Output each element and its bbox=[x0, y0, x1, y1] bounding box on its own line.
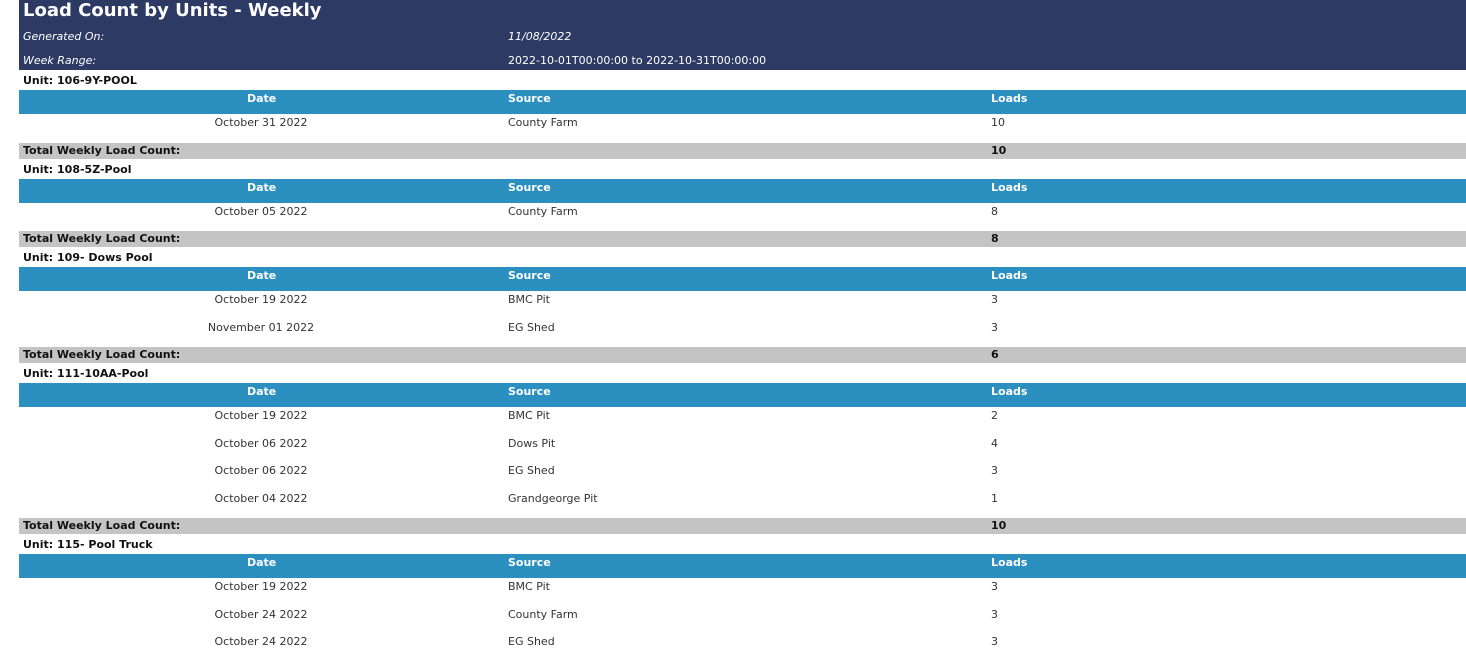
cell-source: BMC Pit bbox=[508, 293, 550, 306]
cell-date: October 31 2022 bbox=[214, 116, 308, 129]
unit-section bbox=[19, 247, 1466, 363]
cell-loads: 4 bbox=[991, 436, 998, 450]
cell-loads: 3 bbox=[991, 320, 998, 334]
week-range-value: 2022-10-01T00:00:00 to 2022-10-31T00:00:00 bbox=[508, 54, 767, 67]
generated-on-value: 11/08/2022 bbox=[508, 30, 572, 43]
cell-source: EG Shed bbox=[508, 464, 555, 477]
unit-sections bbox=[19, 70, 1466, 661]
cell-date: October 06 2022 bbox=[214, 464, 308, 477]
column-header-source: Source bbox=[508, 269, 551, 282]
report-title: Load Count by Units - Weekly bbox=[23, 0, 322, 21]
cell-loads: 3 bbox=[991, 464, 998, 477]
column-header-loads: Loads bbox=[991, 385, 1028, 398]
unit-section bbox=[19, 363, 1466, 534]
cell-loads: 3 bbox=[991, 580, 998, 593]
column-header-row bbox=[19, 267, 1466, 291]
cell-date: October 24 2022 bbox=[214, 635, 308, 648]
cell-source: County Farm bbox=[508, 607, 578, 621]
table-row bbox=[19, 407, 1466, 435]
table-row bbox=[19, 114, 1466, 142]
cell-date: October 19 2022 bbox=[214, 409, 308, 422]
cell-date: October 06 2022 bbox=[214, 436, 308, 450]
unit-section bbox=[19, 534, 1466, 661]
column-header-source: Source bbox=[508, 92, 551, 105]
week-range-label: Week Range: bbox=[23, 54, 97, 67]
cell-source: EG Shed bbox=[508, 320, 555, 334]
unit-section bbox=[19, 70, 1466, 159]
total-value: 8 bbox=[991, 232, 999, 245]
column-header-source: Source bbox=[508, 556, 551, 569]
cell-source: Grandgeorge Pit bbox=[508, 491, 598, 505]
column-header-loads: Loads bbox=[991, 556, 1028, 569]
cell-loads: 10 bbox=[991, 116, 1005, 129]
total-label: Total Weekly Load Count: bbox=[23, 348, 181, 361]
cell-date: November 01 2022 bbox=[207, 320, 315, 334]
table-row bbox=[19, 435, 1466, 463]
cell-date: October 05 2022 bbox=[214, 204, 308, 218]
table-row bbox=[19, 490, 1466, 518]
cell-loads: 8 bbox=[991, 204, 998, 218]
report bbox=[19, 0, 1466, 661]
table-row bbox=[19, 291, 1466, 319]
column-header-row bbox=[19, 90, 1466, 114]
column-header-row bbox=[19, 383, 1466, 407]
cell-date: October 19 2022 bbox=[214, 580, 308, 593]
table-row bbox=[19, 319, 1466, 347]
report-header bbox=[19, 0, 1466, 70]
table-row bbox=[19, 606, 1466, 634]
column-header-loads: Loads bbox=[991, 180, 1028, 194]
total-label: Total Weekly Load Count: bbox=[23, 519, 181, 532]
cell-date: October 24 2022 bbox=[214, 607, 308, 621]
table-row bbox=[19, 578, 1466, 606]
cell-source: EG Shed bbox=[508, 635, 555, 648]
column-header-row bbox=[19, 179, 1466, 203]
cell-date: October 04 2022 bbox=[214, 491, 308, 505]
total-value: 6 bbox=[991, 348, 999, 361]
unit-label: Unit: 108-5Z-Pool bbox=[23, 162, 132, 176]
column-header-date: Date bbox=[247, 269, 277, 282]
cell-loads: 3 bbox=[991, 607, 998, 621]
column-header-date: Date bbox=[247, 92, 277, 105]
total-row bbox=[19, 347, 1466, 363]
total-row bbox=[19, 143, 1466, 159]
column-header-date: Date bbox=[247, 180, 277, 194]
cell-source: BMC Pit bbox=[508, 580, 550, 593]
cell-source: Dows Pit bbox=[508, 436, 556, 450]
total-row bbox=[19, 518, 1466, 534]
total-label: Total Weekly Load Count: bbox=[23, 143, 181, 157]
unit-section bbox=[19, 159, 1466, 248]
unit-label: Unit: 106-9Y-POOL bbox=[23, 74, 137, 87]
cell-source: County Farm bbox=[508, 204, 578, 218]
week-range-row bbox=[19, 54, 1466, 70]
total-row bbox=[19, 231, 1466, 247]
unit-label: Unit: 115- Pool Truck bbox=[23, 538, 153, 551]
cell-date: October 19 2022 bbox=[214, 293, 308, 306]
column-header-source: Source bbox=[508, 180, 551, 194]
cell-loads: 2 bbox=[991, 409, 998, 422]
column-header-date: Date bbox=[247, 385, 277, 398]
generated-on-row bbox=[19, 30, 1466, 46]
total-value: 10 bbox=[991, 519, 1007, 532]
table-row bbox=[19, 462, 1466, 490]
cell-loads: 3 bbox=[991, 635, 998, 648]
table-row bbox=[19, 203, 1466, 231]
column-header-row bbox=[19, 554, 1466, 578]
total-label: Total Weekly Load Count: bbox=[23, 232, 181, 245]
generated-on-label: Generated On: bbox=[23, 30, 105, 43]
column-header-loads: Loads bbox=[991, 269, 1028, 282]
column-header-date: Date bbox=[247, 556, 277, 569]
cell-source: BMC Pit bbox=[508, 409, 550, 422]
unit-label: Unit: 109- Dows Pool bbox=[23, 251, 153, 264]
cell-loads: 1 bbox=[991, 491, 998, 505]
column-header-loads: Loads bbox=[991, 92, 1028, 105]
total-value: 10 bbox=[991, 143, 1007, 157]
cell-source: County Farm bbox=[508, 116, 578, 129]
table-row bbox=[19, 633, 1466, 661]
cell-loads: 3 bbox=[991, 293, 998, 306]
column-header-source: Source bbox=[508, 385, 551, 398]
unit-label: Unit: 111-10AA-Pool bbox=[23, 367, 149, 380]
